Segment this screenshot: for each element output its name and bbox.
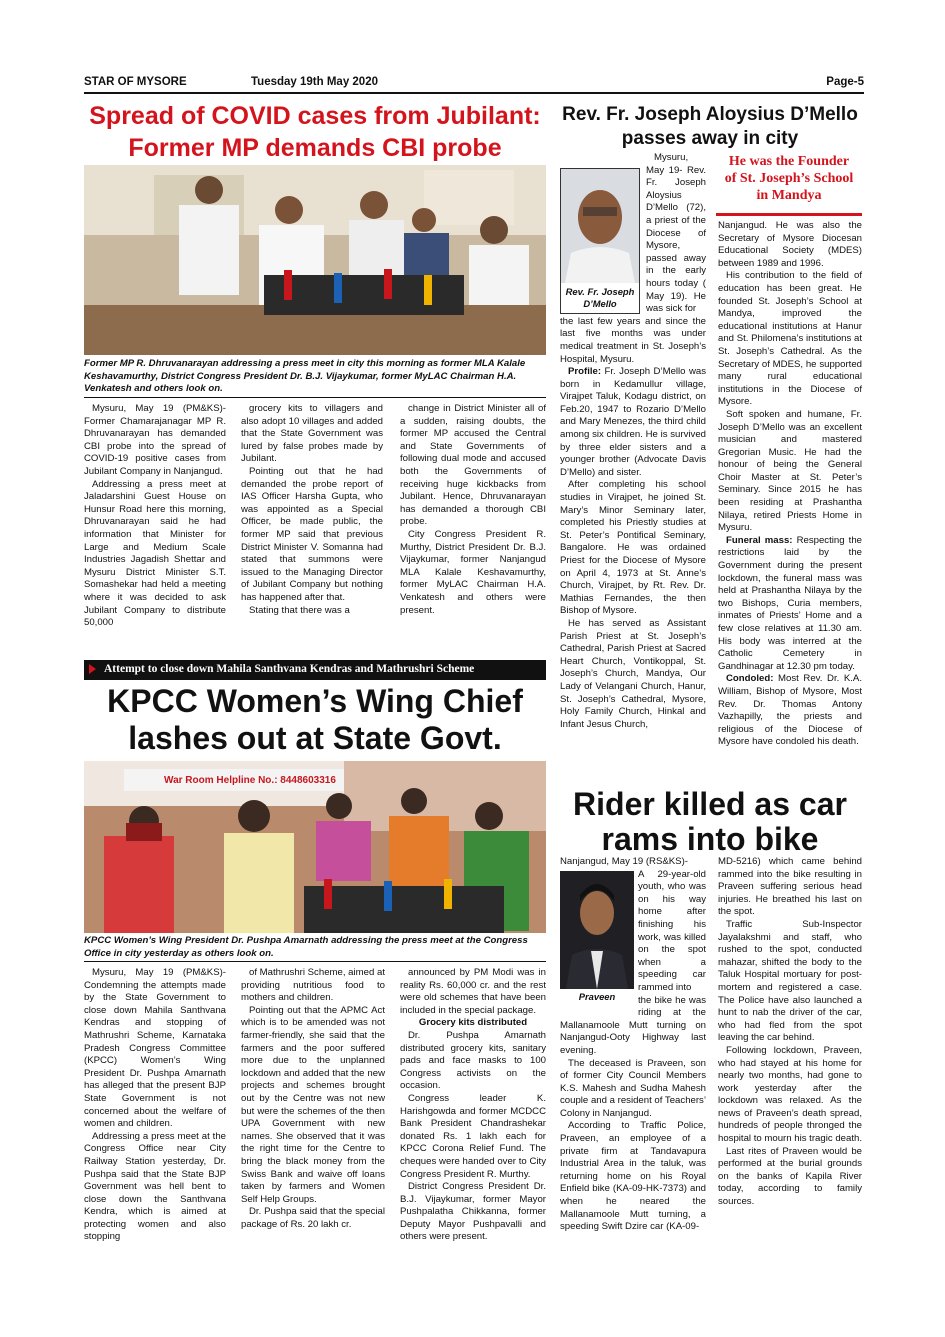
masthead-rule [84, 92, 864, 94]
condoled-text: Most Rev. Dr. K.A. William, Bishop of Mysore, Most Rev. Dr. Thomas Antony Vazhapilly, the priests and religious of the Diocese of Mysore have condoled his death. [718, 673, 862, 748]
story1-caption: Former MP R. Dhruvanarayan addressing a press meet in city this morning as former MLA Kalale Keshavamurthy, District Congress President Dr. B.J. Vijaykumar, former MyLAC Chairman H.A. Venkatesh and others look on. [84, 358, 526, 394]
publication-name: STAR OF MYSORE [84, 76, 187, 88]
story1-col1 [84, 403, 226, 630]
issue-date: Tuesday 19th May 2020 [251, 76, 378, 88]
profile-label: Profile: [568, 366, 602, 378]
story4-headline-line2: rams into bike [601, 821, 819, 857]
paragraph: Addressing a press meet at the Congress Office near City Railway Station yesterday, Dr. Pushpa said that the State BJP Government was hell bent to close down the Santhvana Kendra, which is aimed at protecting women and also stopping [84, 1130, 226, 1243]
story1-col2 [241, 403, 383, 617]
paragraph: MD-5216) which came behind rammed into the bike resulting in Praveen suffering serious head injuries. He breathed his last on the spot. [718, 856, 862, 918]
dateline: Nanjangud, May 19 (RS&KS)- [560, 856, 688, 867]
story3-headline [556, 103, 864, 151]
paragraph: Congress leader K. Harishgowda and former MCDCC Bank President Chandrashekar donated Rs. 1 lakh each for KPCC Corona Relief Fund. The cheques were handed over to City Congress President R. Murthy. [400, 1092, 546, 1180]
story3-headline-line1: Rev. Fr. Joseph Aloysius D’Mello [562, 104, 858, 125]
paragraph: Pointing out that he had demanded the probe report of IAS Officer Harsha Gupta, who was appointed as a Special Officer, be made public, the former MP said that previous District Minister V. Somanna had stated that summons were issued to the Managing Director of Jubilant Company but nothing has happened after that. [241, 465, 383, 603]
story1-headline [80, 100, 550, 164]
press-meet-photo [84, 165, 546, 355]
masthead [84, 76, 864, 92]
story2-caption-rule [84, 961, 546, 962]
paragraph: Nanjangud. He was also the Secretary of Mysore Diocesan Educational Society (MDES) between 1989 and 1996. [718, 220, 862, 269]
paragraph: District Congress President Dr. B.J. Vijaykumar, former Mayor Pushpalatha Chikkanna, former Deputy Mayor Pushpavalli and others were present. [400, 1181, 546, 1243]
praveen-photo-label: Praveen [560, 989, 634, 1003]
paragraph: Mysuru, May 19- Rev. Fr. Joseph Aloysius D’Mello (72), a priest of the Diocese of Mysore, passed away in the early hours today ( May 19). He was sick for [646, 152, 706, 315]
paragraph: of Mathrushri Scheme, aimed at providing nutritious food to mothers and children. [241, 967, 385, 1004]
founder-line1: He was the Founder [728, 154, 850, 169]
paragraph: the bike he was riding at the Mallanamoole Mutt turning on Nanjangud-Ooty Highway last evening. [560, 994, 706, 1056]
photo-wrap-spacer [560, 152, 646, 314]
story1-headline-line2: Former MP demands CBI probe [128, 134, 502, 162]
womens-wing-photo [84, 761, 546, 933]
story2-col2 [241, 967, 385, 1231]
story4-col2 [718, 856, 862, 1209]
condoled-label: Condoled: [726, 673, 774, 685]
story3-col2 [718, 220, 862, 749]
founder-line2: of St. Joseph’s School [724, 171, 854, 186]
photo-wrap-spacer [560, 869, 638, 1011]
story1-col3 [400, 403, 546, 617]
story2-col3 [400, 967, 546, 1244]
paragraph: The deceased is Praveen, son of former City Council Members K.S. Mahesh and Sudha Mahesh couple and a resident of Teachers’ Colony in Nanjangud. [560, 1057, 706, 1119]
story2-headline-line2: lashes out at State Govt. [128, 720, 502, 756]
founder-red-rule [716, 213, 862, 216]
paragraph: Pointing out that the APMC Act which is to be amended was not farmer-friendly, she said that the farmers and the poor suffered more due to the unplanned lockdown and added that the new projects and schemes brought out by the Centre was not new but were the schemes of the then UPA Government with new names. She observed that it was the right time for the Centre to bring the black money from the Swiss Bank and waive off loans taken by farmers and Women Self Help Groups. [241, 1004, 385, 1205]
story4-headline [556, 787, 864, 857]
paragraph: grocery kits to villagers and also adopt 10 villages and added that the State Government was lured by false probes made by Jubilant. [241, 403, 383, 465]
paragraph: Addressing a press meet at Jaladarshini Guest House on Hunsur Road here this morning, Dhruvanarayan said he had information that Minister for Large and Medium Scale Industries Jagadish Shettar and Mysuru District Minister S.T. Somashekar had held a meeting where it was decided to ask Jubilant Company to distribute 50,000 [84, 478, 226, 629]
paragraph: After completing his school studies in Virajpet, he joined St. Mary’s Minor Seminary later, completed his Priestly studies at St. Peter’s Pontifical Seminary, Bangalore. He was ordained Priest for the Diocese of Mysore on April 4, 1973 at St. Anne’s Church, Virajpet, by Rt. Rev. Dr. Mathias Fernandes, the then Bishop of Mysore. [560, 479, 706, 617]
paragraph: change in District Minister all of a sudden, raising doubts, the former MP accused the Central and State Governments of following dual mode and accused both the Governments of receiving huge kickbacks from Jubilant. Hence, Dhruvanarayan has demanded a thorough CBI probe. [400, 403, 546, 528]
story2-kicker [84, 660, 546, 680]
story4-col1 [560, 856, 706, 1234]
paragraph: the last few years and since the last five months was under medical treatment in St. Joseph’s Hospital, Mysuru. [560, 315, 706, 365]
war-room-banner-text: War Room Helpline No.: 8448603316 [164, 775, 336, 786]
paragraph: Mysuru, May 19 (PM&KS)- Condemning the attempts made by the State Government to close down Mahila Santhvana Kendras and stopping of Mathrushri Scheme, Karnataka Pradesh Congress Committee (KPCC) Women’s Wing President Dr. Pushpa Amarnath has alleged that the present BJP State Government is not concerned about the welfare of women and children. [84, 967, 226, 1130]
paragraph: City Congress President R. Murthy, District President Dr. B.J. Vijaykumar, former Nanjangud MLA Kalale Keshavamurthy, former MyLAC Chairman H.A. Venkatesh and others were present. [400, 528, 546, 616]
dmello-photo-label: Rev. Fr. Joseph D’Mello [561, 283, 639, 309]
story2-headline [80, 683, 550, 757]
story3-col1 [560, 152, 706, 731]
founder-line3: in Mandya [756, 188, 822, 203]
paragraph: Last rites of Praveen would be performed at the burial grounds on the banks of Kapila River today, according to family sources. [718, 1145, 862, 1208]
story4-headline-line1: Rider killed as car [573, 786, 847, 822]
story2-caption: KPCC Women’s Wing President Dr. Pushpa Amarnath addressing the press meet at the Congress Office in city yesterday as others look on. [84, 935, 528, 959]
story2-headline-line1: KPCC Women’s Wing Chief [107, 683, 523, 719]
founder-box [716, 153, 862, 204]
story3-headline-line2: passes away in city [621, 128, 799, 149]
paragraph: Traffic Sub-Inspector Jayalakshmi and staff, who rushed to the spot, conducted mahazar, shifted the body to the Taluk Hospital mortuary for post-mortem and registered a case. The Police have also launched a hunt to nab the driver of the car, who had fled from the spot leaving the car behind. [718, 918, 862, 1044]
story1-headline-line1: Spread of COVID cases from Jubilant: [89, 102, 541, 130]
story2-kicker-text: Attempt to close down Mahila Santhvana Kendras and Mathrushri Scheme [104, 663, 475, 675]
paragraph: He has served as Assistant Parish Priest at St. Joseph’s Cathedral, Parish Priest at Sacred Heart Church, Vontikoppal, St. Joseph’s Church, Mandya, Our Lady of Velangani Church, Hanur, St. Joseph’s Cathedral, Mysore, Holy Family Church, Hinkal and Infant Jesus Church, [560, 617, 706, 730]
story2-col1 [84, 967, 226, 1244]
funeral-text: Respecting the restrictions laid by the Government during the present lockdown, the funeral mass was held at Prashantha Nilaya by the two Bishops, Curia members, inmates of Priests’ Home and a few close relatives at 11.30 am. His body was interred at the Catholic Cemetery in Gandhinagar at 12.30 pm today. [718, 534, 862, 672]
paragraph: announced by PM Modi was in reality Rs. 60,000 cr. and the rest were old schemes that have been included in the special package. [400, 967, 546, 1016]
paragraph: Dr. Pushpa Amarnath distributed grocery kits, sanitary pads and face masks to 100 Congress activists on the occasion. [400, 1029, 546, 1092]
paragraph: According to Traffic Police, Praveen, an employee of a private firm at Tandavapura Industrial Area in the taluk, was returning home on his Royal Enfield bike (KA-09-HK-7373) and when he neared the Mallanamoole Mutt turning, a speeding Swift Dzire car (KA-09- [560, 1120, 706, 1233]
funeral-label: Funeral mass: [726, 534, 793, 546]
paragraph: Stating that there was a [249, 604, 350, 616]
profile-text: Fr. Joseph D’Mello was born in Kedamullur village, Virajpet Taluk, Kodagu district, on Feb.20, 1947 to Rozario D’Mello and Mary Menezes, the third child among six children. He is survived by three elder sisters and a younger brother (Advocate Davis D’Mello) and sister. [560, 366, 707, 478]
paragraph: Soft spoken and humane, Fr. Joseph D’Mello was an excellent musician and mastered Gregorian Music. He had the honour of being the General Choir Master at St. Peter’s Seminary. Since 2015 he has been residing at Prashantha Nilaya, retired Priests Home in Mysuru. [718, 408, 862, 534]
kicker-arrow-icon [89, 664, 96, 674]
story1-caption-rule [84, 397, 546, 398]
paragraph: Mysuru, May 19 (PM&KS)- Former Chamarajanagar MP R. Dhruvanarayan has demanded CBI probe into the spread of COVID-19 positive cases from Jubilant Company in Nanjangud. [84, 403, 226, 477]
paragraph: A 29-year-old youth, who was on his way home after finishing his work, was killed on the spot when a speeding car rammed into [638, 868, 706, 993]
page-number: Page-5 [826, 76, 864, 88]
subheading: Grocery kits distributed [418, 1017, 528, 1029]
paragraph: His contribution to the field of education has been great. He founded St. Joseph’s School at Mandya, improved the educational institutions at Hanur and St. Philomena’s institutions at St. Joseph’s Cathedral. As the Secretary of MDES, he supported many rural educational institutions in the Diocese of Mysore. [718, 270, 862, 408]
paragraph: Dr. Pushpa said that the special package of Rs. 20 lakh cr. [241, 1206, 385, 1230]
paragraph: Following lockdown, Praveen, who had stayed at his home for nearly two months, had gone to work yesterday after the lockdown was relaxed. As the news of Praveen’s death spread, hundreds of people thronged the hospital to mourn his tragic death. [718, 1044, 862, 1145]
